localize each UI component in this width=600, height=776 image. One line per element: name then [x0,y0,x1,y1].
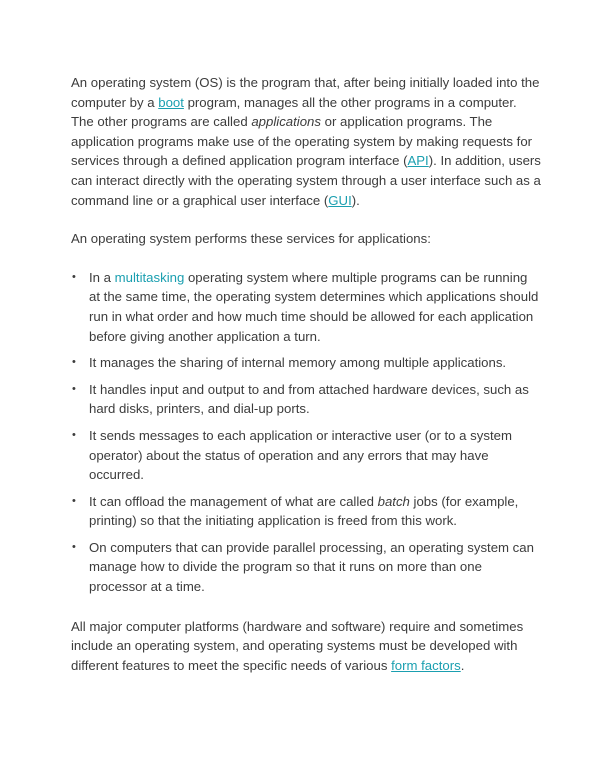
form-factors-link[interactable]: form factors [391,657,461,673]
multitasking-link[interactable]: multitasking [114,269,185,285]
services-list [71,268,541,597]
bullet-icon: • [72,494,76,507]
bullet-icon: • [72,428,76,441]
bullet-icon: • [72,540,76,553]
api-link[interactable]: API [407,153,429,169]
list-item: • It manages the sharing of internal memory among multiple applications. [71,353,541,373]
document-body [71,73,541,694]
list-item: • In a multitasking operating system where multiple programs can be running at the same time, the operating system determines which applications should run in what order and how much time should be allowed for each application before giving another application a turn. [72,269,539,344]
services-intro-paragraph: An operating system performs these services for applications: [71,231,431,247]
bullet-icon: • [72,356,76,369]
bullet-icon: • [72,270,76,283]
list-item: • It can offload the management of what are called batch jobs (for example, printing) so that the initiating application is freed from this work. [72,493,519,529]
list-item: • It handles input and output to and from attached hardware devices, such as hard disks, printers, and dial-up ports. [72,381,529,417]
intro-paragraph: An operating system (OS) is the program that, after being initially loaded into the computer by a boot program, manages all the other programs in a computer. The other programs are called applications or application programs. The application programs make use of the operating system by making requests for services through a defined application program interface (API). In addition, users can interact directly with the operating system through a user interface such as a command line or a graphical user interface (GUI). [71,75,541,208]
list-item: • It sends messages to each application or interactive user (or to a system operator) about the status of operation and any errors that may have occurred. [72,427,512,483]
gui-link[interactable]: GUI [328,192,352,208]
closing-paragraph: All major computer platforms (hardware and software) require and sometimes include an operating system, and operating systems must be developed with different features to meet the specific needs of various form factors. [71,618,524,673]
bullet-icon: • [72,382,76,395]
batch-term: batch [377,493,410,509]
list-item: • On computers that can provide parallel processing, an operating system can manage how to divide the program so that it runs on more than one processor at a time. [72,539,534,595]
applications-term: applications [251,114,321,130]
boot-link[interactable]: boot [158,94,184,110]
